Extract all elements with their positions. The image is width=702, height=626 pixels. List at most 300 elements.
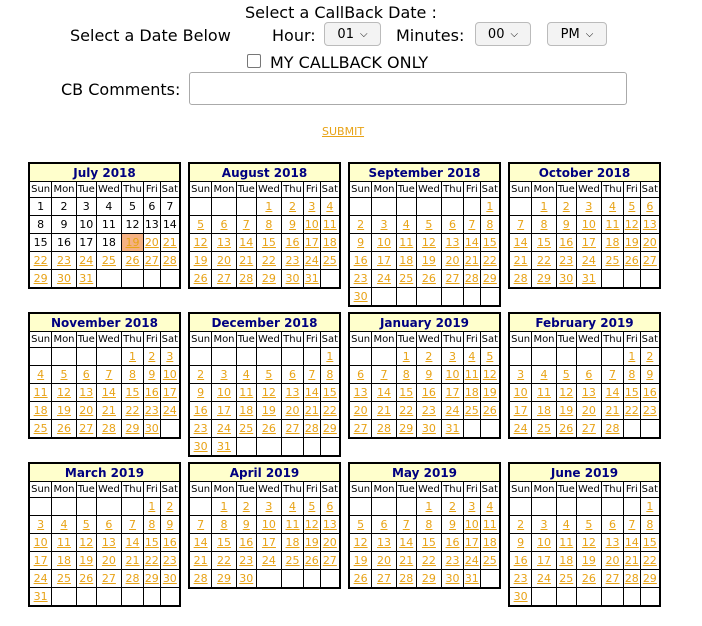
day-link[interactable]: 3 <box>585 200 593 213</box>
day-cell[interactable] <box>464 534 481 552</box>
day-cell[interactable] <box>640 366 660 384</box>
day-cell[interactable] <box>349 252 372 270</box>
day-cell[interactable] <box>372 516 396 534</box>
day-cell[interactable] <box>304 420 321 438</box>
day-link[interactable]: 20 <box>101 554 116 567</box>
day-cell[interactable] <box>256 402 281 420</box>
day-cell[interactable] <box>396 252 416 270</box>
day-cell[interactable] <box>416 552 441 570</box>
day-cell[interactable] <box>480 534 500 552</box>
day-link[interactable]: 15 <box>642 536 657 549</box>
day-cell[interactable] <box>464 384 481 402</box>
day-cell[interactable] <box>372 420 396 439</box>
day-cell[interactable] <box>640 402 660 420</box>
day-cell[interactable] <box>442 516 464 534</box>
day-link[interactable]: 5 <box>60 368 68 381</box>
day-cell[interactable] <box>160 570 180 588</box>
day-link[interactable]: 11 <box>482 518 497 531</box>
day-link[interactable]: 10 <box>33 536 48 549</box>
day-link[interactable]: 6 <box>357 368 365 381</box>
day-cell[interactable] <box>236 366 256 384</box>
day-cell[interactable] <box>282 252 304 270</box>
day-cell[interactable] <box>602 570 624 588</box>
day-link[interactable]: 26 <box>261 422 276 435</box>
day-cell[interactable] <box>442 252 464 270</box>
day-cell[interactable] <box>349 570 372 589</box>
day-cell[interactable] <box>349 270 372 288</box>
day-cell[interactable] <box>189 570 212 589</box>
day-link[interactable]: 12 <box>624 218 639 231</box>
day-cell[interactable] <box>96 516 121 534</box>
day-link[interactable]: 1 <box>486 200 494 213</box>
day-link[interactable]: 22 <box>624 404 639 417</box>
day-link[interactable]: 21 <box>193 554 208 567</box>
day-link[interactable]: 16 <box>513 554 528 567</box>
day-cell[interactable] <box>372 534 396 552</box>
day-link[interactable]: 4 <box>540 368 548 381</box>
day-link[interactable]: 8 <box>486 218 494 231</box>
day-link[interactable]: 23 <box>239 554 254 567</box>
day-cell[interactable] <box>396 402 416 420</box>
day-cell[interactable] <box>556 252 576 270</box>
day-cell[interactable] <box>122 348 144 366</box>
day-link[interactable]: 7 <box>197 518 205 531</box>
day-link[interactable]: 26 <box>421 272 436 285</box>
day-link[interactable]: 1 <box>646 500 654 513</box>
day-link[interactable]: 7 <box>628 518 636 531</box>
day-link[interactable]: 10 <box>261 518 276 531</box>
day-cell[interactable] <box>144 552 161 570</box>
day-link[interactable]: 12 <box>581 536 596 549</box>
day-cell[interactable] <box>416 366 441 384</box>
day-link[interactable]: 9 <box>197 386 205 399</box>
day-link[interactable]: 25 <box>239 422 254 435</box>
day-cell[interactable] <box>396 366 416 384</box>
day-cell[interactable] <box>144 402 161 420</box>
day-cell[interactable] <box>602 552 624 570</box>
day-link[interactable]: 20 <box>322 536 337 549</box>
day-link[interactable]: 17 <box>376 254 391 267</box>
day-cell[interactable] <box>372 216 396 234</box>
day-link[interactable]: 3 <box>449 350 457 363</box>
day-link[interactable]: 29 <box>421 572 436 585</box>
day-link[interactable]: 2 <box>562 200 570 213</box>
day-link[interactable]: 26 <box>581 572 596 585</box>
day-link[interactable]: 20 <box>642 236 657 249</box>
day-link[interactable]: 19 <box>353 554 368 567</box>
day-link[interactable]: 10 <box>376 236 391 249</box>
day-cell[interactable] <box>509 252 532 270</box>
day-cell[interactable] <box>556 570 576 588</box>
day-cell[interactable] <box>372 570 396 589</box>
day-cell[interactable] <box>282 270 304 289</box>
day-link[interactable]: 2 <box>197 368 205 381</box>
day-link[interactable]: 23 <box>144 404 159 417</box>
day-cell[interactable] <box>556 366 576 384</box>
day-link[interactable]: 3 <box>308 200 316 213</box>
day-cell[interactable] <box>96 420 121 439</box>
day-link[interactable]: 24 <box>376 272 391 285</box>
day-link[interactable]: 27 <box>642 254 657 267</box>
day-link[interactable]: 11 <box>33 386 48 399</box>
day-link[interactable]: 2 <box>646 350 654 363</box>
day-link[interactable]: 8 <box>129 368 137 381</box>
day-link[interactable]: 8 <box>326 368 334 381</box>
day-cell[interactable] <box>189 270 212 289</box>
day-cell[interactable] <box>396 516 416 534</box>
day-cell[interactable] <box>304 498 321 516</box>
day-link[interactable]: 19 <box>79 554 94 567</box>
day-cell[interactable] <box>576 216 601 234</box>
day-cell[interactable] <box>29 384 52 402</box>
day-link[interactable]: 5 <box>486 350 494 363</box>
day-cell[interactable] <box>29 402 52 420</box>
day-cell[interactable] <box>144 348 161 366</box>
day-cell[interactable] <box>396 234 416 252</box>
day-cell[interactable] <box>52 420 76 439</box>
day-link[interactable]: 26 <box>482 404 497 417</box>
day-link[interactable]: 14 <box>605 386 620 399</box>
day-cell[interactable] <box>96 534 121 552</box>
day-cell[interactable] <box>509 366 532 384</box>
day-cell[interactable] <box>282 198 304 216</box>
day-link[interactable]: 22 <box>144 554 159 567</box>
day-cell[interactable] <box>372 552 396 570</box>
day-cell[interactable] <box>602 234 624 252</box>
day-cell[interactable] <box>189 402 212 420</box>
day-cell[interactable] <box>236 270 256 289</box>
day-cell[interactable] <box>212 234 236 252</box>
day-link[interactable]: 17 <box>33 554 48 567</box>
day-cell[interactable] <box>160 534 180 552</box>
day-cell[interactable] <box>602 516 624 534</box>
day-cell[interactable] <box>320 552 340 570</box>
day-cell[interactable] <box>509 384 532 402</box>
day-link[interactable]: 1 <box>326 350 334 363</box>
day-link[interactable]: 20 <box>285 404 300 417</box>
day-link[interactable]: 5 <box>265 368 273 381</box>
day-cell[interactable] <box>416 384 441 402</box>
day-cell[interactable] <box>442 216 464 234</box>
day-cell[interactable] <box>160 552 180 570</box>
day-cell[interactable] <box>256 498 281 516</box>
day-cell[interactable] <box>76 570 96 588</box>
day-link[interactable]: 21 <box>125 554 140 567</box>
day-cell[interactable] <box>509 588 532 607</box>
day-link[interactable]: 22 <box>125 404 140 417</box>
day-cell[interactable] <box>236 570 256 589</box>
day-link[interactable]: 10 <box>513 386 528 399</box>
day-cell[interactable] <box>189 384 212 402</box>
day-link[interactable]: 28 <box>101 422 116 435</box>
day-link[interactable]: 13 <box>216 236 231 249</box>
day-link[interactable]: 13 <box>79 386 94 399</box>
day-link[interactable]: 15 <box>536 236 551 249</box>
day-link[interactable]: 10 <box>581 218 596 231</box>
day-cell[interactable] <box>212 384 236 402</box>
day-link[interactable]: 12 <box>482 368 497 381</box>
day-cell[interactable] <box>236 516 256 534</box>
day-link[interactable]: 22 <box>33 254 48 267</box>
day-link[interactable]: 6 <box>449 218 457 231</box>
day-link[interactable]: 15 <box>261 236 276 249</box>
day-cell[interactable] <box>576 516 601 534</box>
day-link[interactable]: 19 <box>559 404 574 417</box>
day-cell[interactable] <box>464 402 481 420</box>
day-cell[interactable] <box>160 498 180 516</box>
day-cell[interactable] <box>556 420 576 439</box>
day-cell[interactable] <box>556 552 576 570</box>
day-link[interactable]: 21 <box>101 404 116 417</box>
day-cell[interactable] <box>236 384 256 402</box>
day-link[interactable]: 3 <box>380 218 388 231</box>
day-link[interactable]: 6 <box>646 200 654 213</box>
day-link[interactable]: 22 <box>261 254 276 267</box>
day-cell[interactable] <box>256 366 281 384</box>
day-cell[interactable] <box>29 516 52 534</box>
day-link[interactable]: 29 <box>33 272 48 285</box>
day-link[interactable]: 12 <box>304 518 319 531</box>
day-link[interactable]: 25 <box>285 554 300 567</box>
day-cell[interactable] <box>320 516 340 534</box>
day-link[interactable]: 10 <box>445 368 460 381</box>
day-cell[interactable] <box>52 570 76 588</box>
day-cell[interactable] <box>189 516 212 534</box>
day-link[interactable]: 3 <box>540 518 548 531</box>
day-link[interactable]: 6 <box>289 368 297 381</box>
day-link[interactable]: 11 <box>536 386 551 399</box>
day-cell[interactable] <box>212 252 236 270</box>
day-cell[interactable] <box>320 402 340 420</box>
day-link[interactable]: 10 <box>216 386 231 399</box>
day-cell[interactable] <box>464 552 481 570</box>
day-cell[interactable] <box>256 552 281 570</box>
day-cell[interactable] <box>52 366 76 384</box>
day-cell[interactable] <box>96 384 121 402</box>
day-cell[interactable] <box>304 402 321 420</box>
day-link[interactable]: 5 <box>308 500 316 513</box>
day-cell[interactable] <box>532 270 556 289</box>
day-cell[interactable] <box>29 588 52 607</box>
day-link[interactable]: 29 <box>216 572 231 585</box>
day-link[interactable]: 14 <box>376 386 391 399</box>
day-link[interactable]: 27 <box>285 422 300 435</box>
day-cell[interactable] <box>122 516 144 534</box>
day-link[interactable]: 5 <box>357 518 365 531</box>
day-cell[interactable] <box>52 402 76 420</box>
day-link[interactable]: 17 <box>162 386 177 399</box>
day-link[interactable]: 6 <box>585 368 593 381</box>
day-link[interactable]: 24 <box>216 422 231 435</box>
day-link[interactable]: 4 <box>242 368 250 381</box>
day-cell[interactable] <box>160 234 180 252</box>
day-link[interactable]: 25 <box>56 572 71 585</box>
day-link[interactable]: 24 <box>581 254 596 267</box>
day-link[interactable]: 23 <box>642 404 657 417</box>
day-cell[interactable] <box>416 534 441 552</box>
day-link[interactable]: 31 <box>581 272 596 285</box>
day-link[interactable]: 24 <box>445 404 460 417</box>
day-cell[interactable] <box>442 234 464 252</box>
day-link[interactable]: 23 <box>559 254 574 267</box>
day-link[interactable]: 26 <box>559 422 574 435</box>
day-link[interactable]: 13 <box>376 536 391 549</box>
ampm-select[interactable] <box>547 22 607 46</box>
day-cell[interactable] <box>640 534 660 552</box>
day-link[interactable]: 15 <box>624 386 639 399</box>
day-cell[interactable] <box>160 252 180 270</box>
day-link[interactable]: 16 <box>445 536 460 549</box>
day-cell[interactable] <box>442 366 464 384</box>
day-cell[interactable] <box>480 384 500 402</box>
day-cell[interactable] <box>480 234 500 252</box>
day-cell[interactable] <box>189 234 212 252</box>
day-cell[interactable] <box>372 384 396 402</box>
day-link[interactable]: 30 <box>421 422 436 435</box>
day-cell[interactable] <box>532 234 556 252</box>
day-link[interactable]: 9 <box>289 218 297 231</box>
day-link[interactable]: 16 <box>642 386 657 399</box>
day-link[interactable]: 10 <box>464 518 479 531</box>
day-cell[interactable] <box>480 516 500 534</box>
day-cell[interactable] <box>349 420 372 439</box>
day-link[interactable]: 5 <box>585 518 593 531</box>
day-cell[interactable] <box>349 216 372 234</box>
day-link[interactable]: 29 <box>642 572 657 585</box>
day-link[interactable]: 21 <box>399 554 414 567</box>
day-cell[interactable] <box>464 348 481 366</box>
day-link[interactable]: 5 <box>82 518 90 531</box>
day-cell[interactable] <box>416 234 441 252</box>
day-cell[interactable] <box>576 420 601 439</box>
day-cell[interactable] <box>624 516 641 534</box>
day-link[interactable]: 18 <box>464 386 479 399</box>
day-cell[interactable] <box>96 552 121 570</box>
day-link[interactable]: 14 <box>464 236 479 249</box>
day-cell[interactable] <box>480 366 500 384</box>
day-link[interactable]: 8 <box>540 218 548 231</box>
day-cell[interactable] <box>396 420 416 439</box>
day-link[interactable]: 7 <box>609 368 617 381</box>
day-link[interactable]: 18 <box>56 554 71 567</box>
day-cell[interactable] <box>640 384 660 402</box>
day-link[interactable]: 24 <box>536 572 551 585</box>
day-cell[interactable] <box>576 252 601 270</box>
day-cell[interactable] <box>532 516 556 534</box>
day-cell[interactable] <box>320 216 340 234</box>
day-link[interactable]: 15 <box>482 236 497 249</box>
day-cell[interactable] <box>416 570 441 589</box>
day-cell[interactable] <box>640 252 660 270</box>
day-cell[interactable] <box>122 402 144 420</box>
day-cell[interactable] <box>52 516 76 534</box>
day-link[interactable]: 19 <box>193 254 208 267</box>
day-link[interactable]: 20 <box>376 554 391 567</box>
day-cell[interactable] <box>602 366 624 384</box>
day-cell[interactable] <box>396 348 416 366</box>
day-link[interactable]: 27 <box>144 254 159 267</box>
day-link[interactable]: 7 <box>129 518 137 531</box>
day-cell[interactable] <box>509 420 532 439</box>
day-cell[interactable] <box>349 552 372 570</box>
day-link[interactable]: 12 <box>353 536 368 549</box>
day-link[interactable]: 8 <box>265 218 273 231</box>
day-cell[interactable] <box>256 420 281 438</box>
day-cell[interactable] <box>122 234 144 252</box>
day-cell[interactable] <box>304 552 321 570</box>
day-link[interactable]: 31 <box>464 572 479 585</box>
day-link[interactable]: 19 <box>261 404 276 417</box>
day-cell[interactable] <box>304 270 321 289</box>
day-link[interactable]: 5 <box>425 218 433 231</box>
day-link[interactable]: 25 <box>482 554 497 567</box>
day-cell[interactable] <box>144 570 161 588</box>
day-cell[interactable] <box>320 348 340 366</box>
day-cell[interactable] <box>464 252 481 270</box>
day-link[interactable]: 28 <box>464 272 479 285</box>
day-link[interactable]: 16 <box>239 536 254 549</box>
day-cell[interactable] <box>464 216 481 234</box>
day-cell[interactable] <box>236 216 256 234</box>
day-cell[interactable] <box>464 516 481 534</box>
day-link[interactable]: 27 <box>216 272 231 285</box>
day-cell[interactable] <box>212 420 236 438</box>
day-cell[interactable] <box>602 198 624 216</box>
day-link[interactable]: 6 <box>105 518 113 531</box>
day-cell[interactable] <box>212 366 236 384</box>
day-cell[interactable] <box>624 234 641 252</box>
day-link[interactable]: 24 <box>304 254 319 267</box>
day-link[interactable]: 23 <box>353 272 368 285</box>
day-cell[interactable] <box>29 270 52 289</box>
day-cell[interactable] <box>576 384 601 402</box>
day-cell[interactable] <box>556 384 576 402</box>
day-cell[interactable] <box>602 534 624 552</box>
day-cell[interactable] <box>396 270 416 288</box>
day-cell[interactable] <box>640 234 660 252</box>
day-cell[interactable] <box>480 498 500 516</box>
day-cell[interactable] <box>256 534 281 552</box>
day-link[interactable]: 5 <box>197 218 205 231</box>
day-cell[interactable] <box>624 384 641 402</box>
day-link[interactable]: 23 <box>56 254 71 267</box>
day-link[interactable]: 7 <box>380 368 388 381</box>
day-cell[interactable] <box>122 570 144 588</box>
day-link[interactable]: 6 <box>82 368 90 381</box>
day-link[interactable]: 24 <box>162 404 177 417</box>
day-link[interactable]: 12 <box>421 236 436 249</box>
day-link[interactable]: 27 <box>322 554 337 567</box>
day-cell[interactable] <box>372 234 396 252</box>
day-link[interactable]: 14 <box>239 236 254 249</box>
day-link[interactable]: 23 <box>513 572 528 585</box>
day-link[interactable]: 9 <box>166 518 174 531</box>
day-cell[interactable] <box>144 234 161 252</box>
day-link[interactable]: 29 <box>322 422 337 435</box>
day-cell[interactable] <box>76 270 96 289</box>
day-cell[interactable] <box>212 534 236 552</box>
day-link[interactable]: 22 <box>642 554 657 567</box>
day-cell[interactable] <box>349 402 372 420</box>
day-link[interactable]: 28 <box>125 572 140 585</box>
day-cell[interactable] <box>464 570 481 589</box>
day-link[interactable]: 7 <box>402 518 410 531</box>
day-cell[interactable] <box>304 234 321 252</box>
day-cell[interactable] <box>96 570 121 588</box>
day-cell[interactable] <box>509 234 532 252</box>
day-cell[interactable] <box>396 534 416 552</box>
day-cell[interactable] <box>282 216 304 234</box>
